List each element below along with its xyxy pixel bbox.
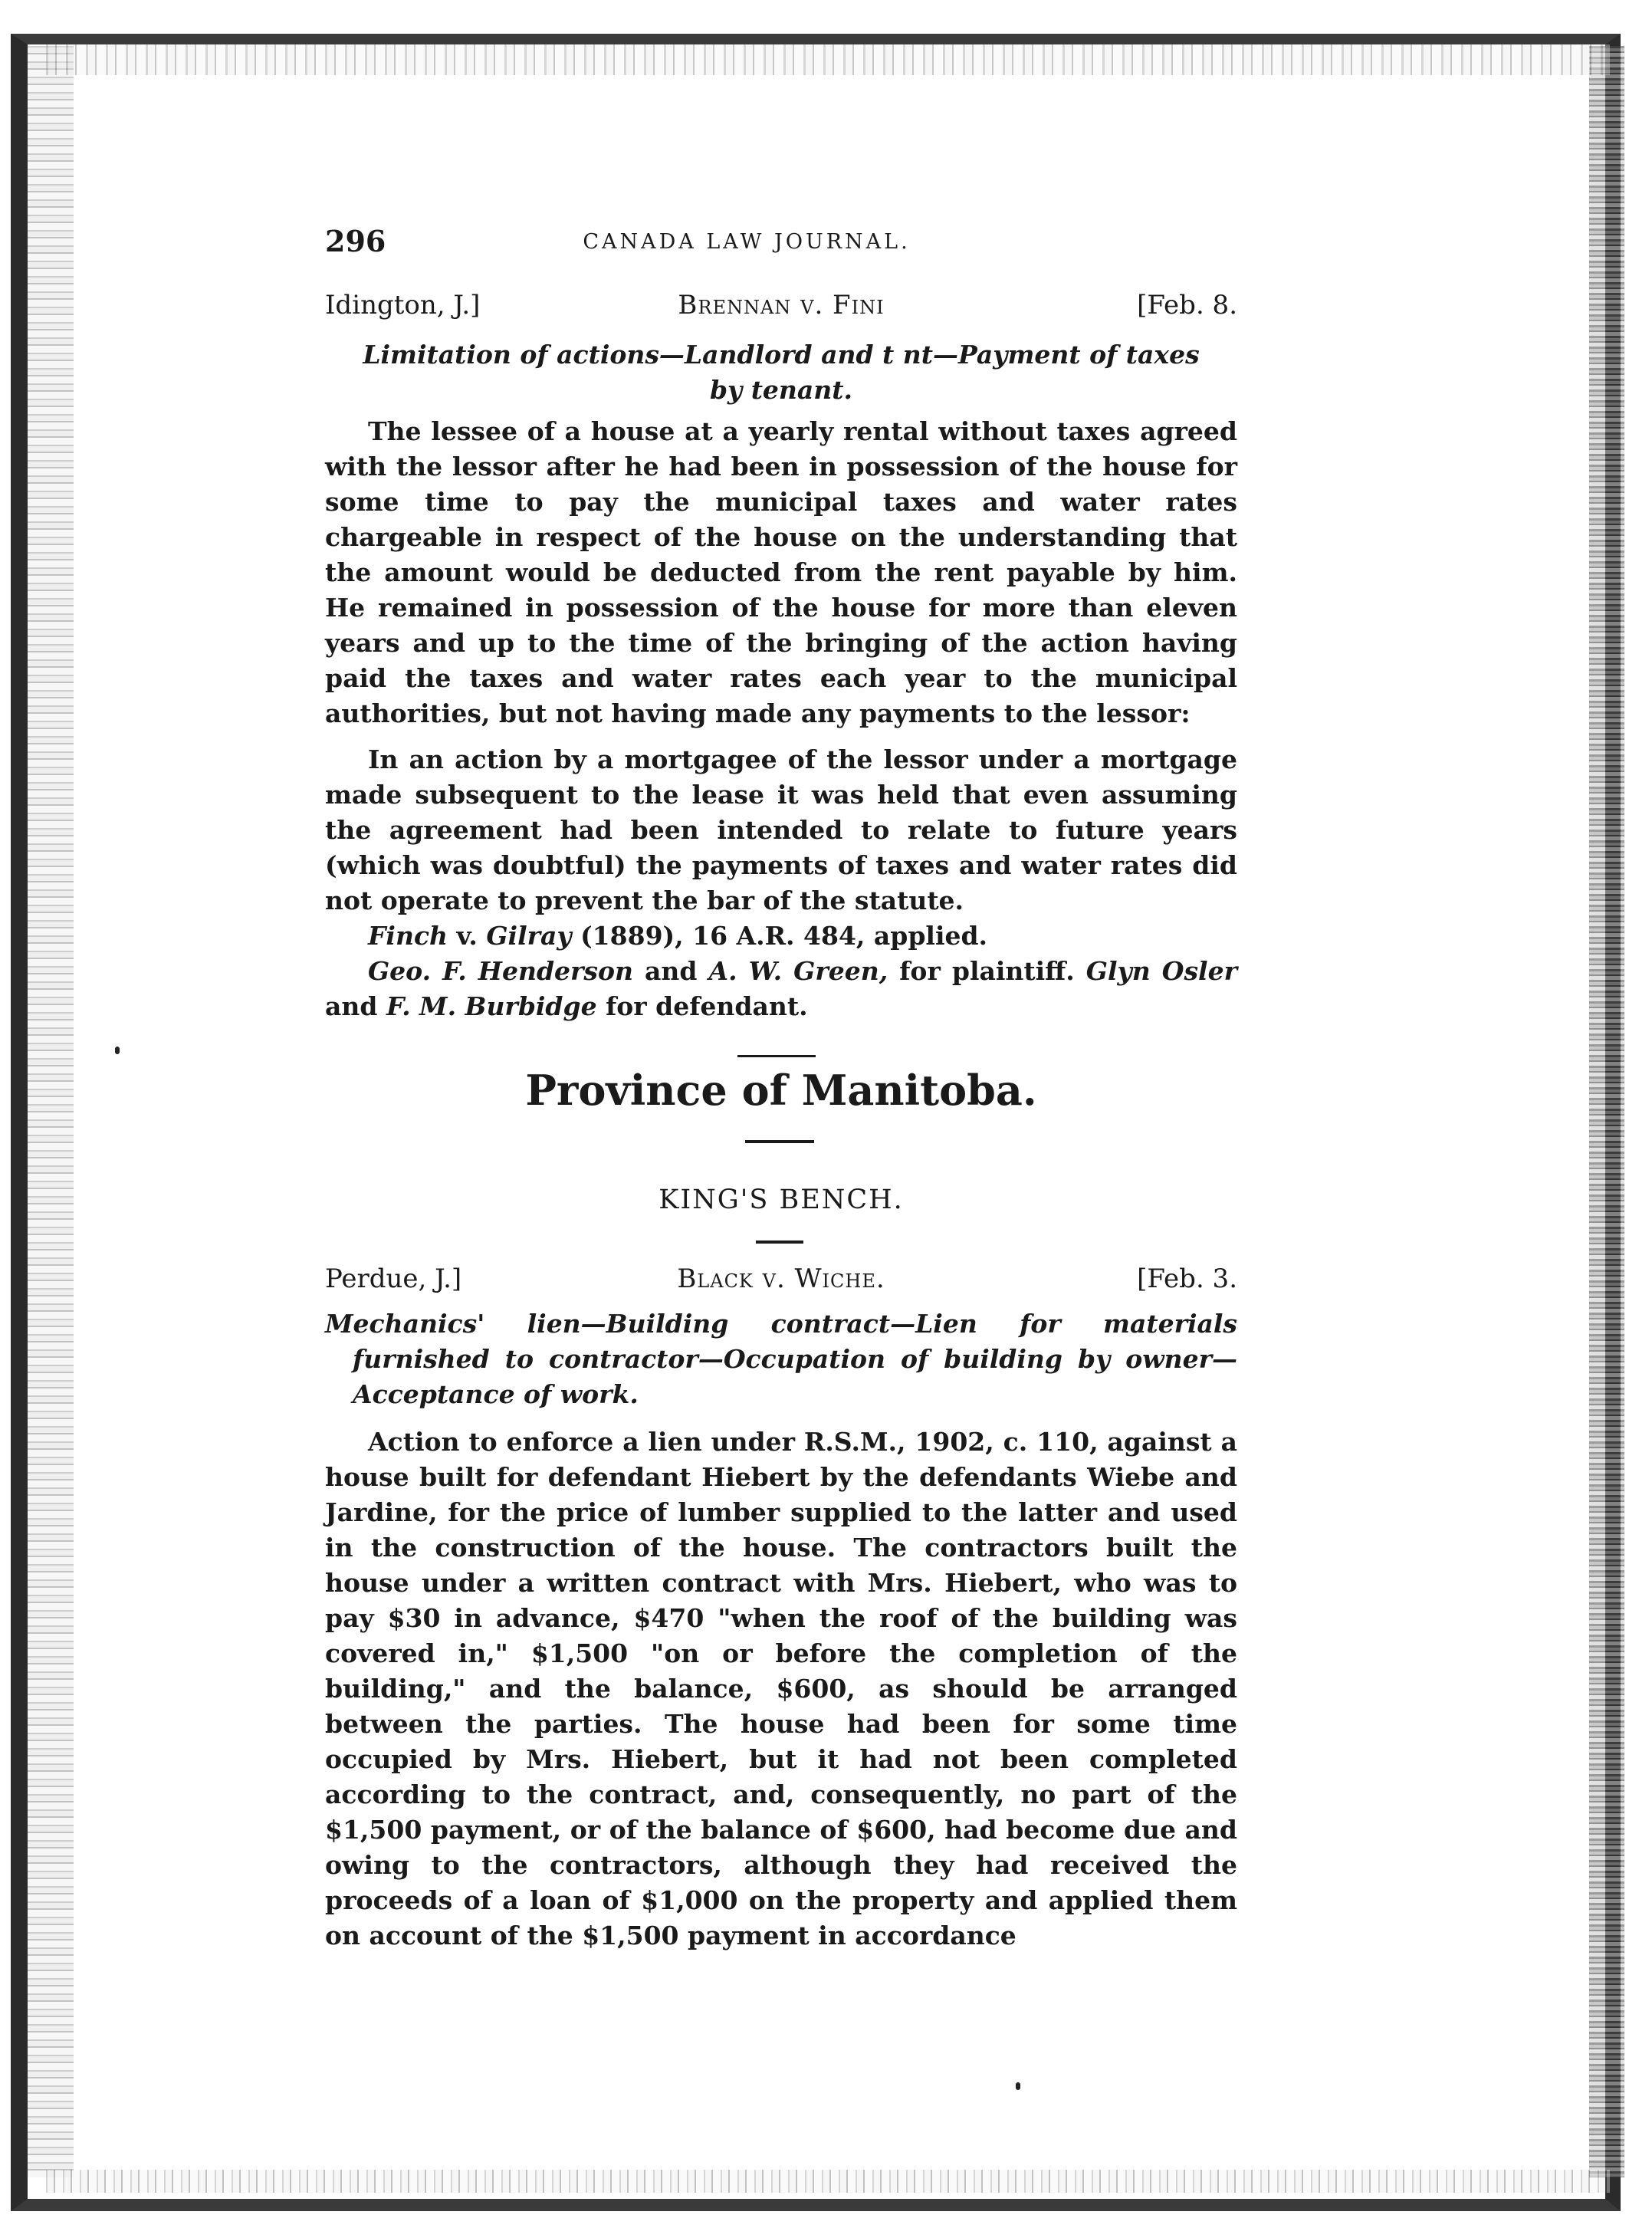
running-head: CANADA LAW JOURNAL. — [583, 230, 911, 254]
case1-headnote — [325, 337, 1237, 408]
citation-case-name-2: Gilray — [486, 921, 572, 951]
province-heading: Province of Manitoba. — [525, 1066, 1037, 1115]
citation-v: v. — [448, 921, 487, 951]
heading-rule — [745, 1140, 814, 1143]
case2-judge: Perdue, J.] — [325, 1264, 462, 1294]
page-header — [325, 224, 1237, 262]
counsel-name: Geo. F. Henderson — [368, 956, 633, 986]
section-divider — [737, 1055, 816, 1057]
case2-title: Black v. Wiche. — [677, 1264, 885, 1294]
scan-speck — [1016, 2082, 1020, 2090]
counsel-name: A. W. Green, — [708, 956, 888, 986]
counsel-for: for defendant. — [596, 991, 808, 1021]
case1-date: [Feb. 8. — [1137, 290, 1237, 320]
counsel-for: for plaintiff. — [888, 956, 1086, 986]
counsel-conj: and — [633, 956, 709, 986]
scan-noise-bottom — [46, 2170, 1610, 2193]
case2-date: [Feb. 3. — [1137, 1264, 1237, 1294]
case1-headnote-line1: Limitation of actions—Landlord and t nt—Payment of taxes — [363, 340, 1200, 370]
case1-caption — [325, 290, 1237, 327]
scan-speck — [115, 1047, 120, 1054]
case2-paragraph-1: Action to enforce a lien under R.S.M., 1902, c. 110, against a house built for defendant Hiebert by the defendants Wiebe and Jardine, for the price of lumber supplied to the latter and used in the construction of the house. The contractors built the house under a written contract with Mrs. Hiebert, who was to pay $30 in advance, $470 "when the roof of the building was covered in," $1,500 "on or before the completion of the building," and the balance, $600, as should be arranged between the parties. The house had been for some time occupied by Mrs. Hiebert, but it had not been completed according to the contract, and, consequently, no part of the $1,500 payment, or of the balance of $600, had become due and owing to the contractors, although they had received the proceeds of a loan of $1,000 on the property and applied them on account of the $1,500 payment in accordance — [325, 1427, 1237, 1950]
counsel-conj: and — [325, 991, 386, 1021]
case1-citation — [325, 918, 1237, 954]
court-rule — [756, 1241, 803, 1244]
counsel-name: F. M. Burbidge — [386, 991, 597, 1021]
scan-noise-right — [1589, 46, 1624, 2177]
counsel-name: Glyn Osler — [1085, 956, 1237, 986]
case1-title: Brennan v. Fini — [678, 290, 885, 320]
scan-noise-top — [46, 44, 1610, 75]
case1-paragraph-1: The lessee of a house at a yearly rental without taxes agreed with the lessor after he had been in possession of the house for some time to pay the municipal taxes and water rates chargeable in respect of the house on the understanding that the amount would be deducted from the rent payable by him. He remained in possession of the house for more than eleven years and up to the time of the bringing of the action having paid the taxes and water rates each year to the municipal authorities, but not having made any payments to the lessor: — [325, 416, 1237, 728]
case1-paragraph-2: In an action by a mortgagee of the lessor under a mortgage made subsequent to the lease it was held that even assuming the agreement had been intended to relate to future years (which was doubtful) the payments of taxes and water rates did not operate to prevent the bar of the statute. — [325, 744, 1237, 915]
citation-case-name: Finch — [368, 921, 448, 951]
page-number: 296 — [325, 224, 386, 258]
case2-caption — [325, 1264, 1237, 1300]
case1-headnote-line2: by tenant. — [709, 375, 853, 405]
scan-noise-left — [28, 46, 74, 2177]
case1-counsel — [325, 954, 1237, 1024]
case1-judge: Idington, J.] — [325, 290, 481, 320]
case2-headnote: Mechanics' lien—Building contract—Lien for materials furnished to contractor—Occupation of building by owner—Acceptance of work. — [325, 1309, 1237, 1409]
court-heading: KING'S BENCH. — [659, 1185, 904, 1215]
citation-reference: (1889), 16 A.R. 484, applied. — [571, 921, 988, 951]
